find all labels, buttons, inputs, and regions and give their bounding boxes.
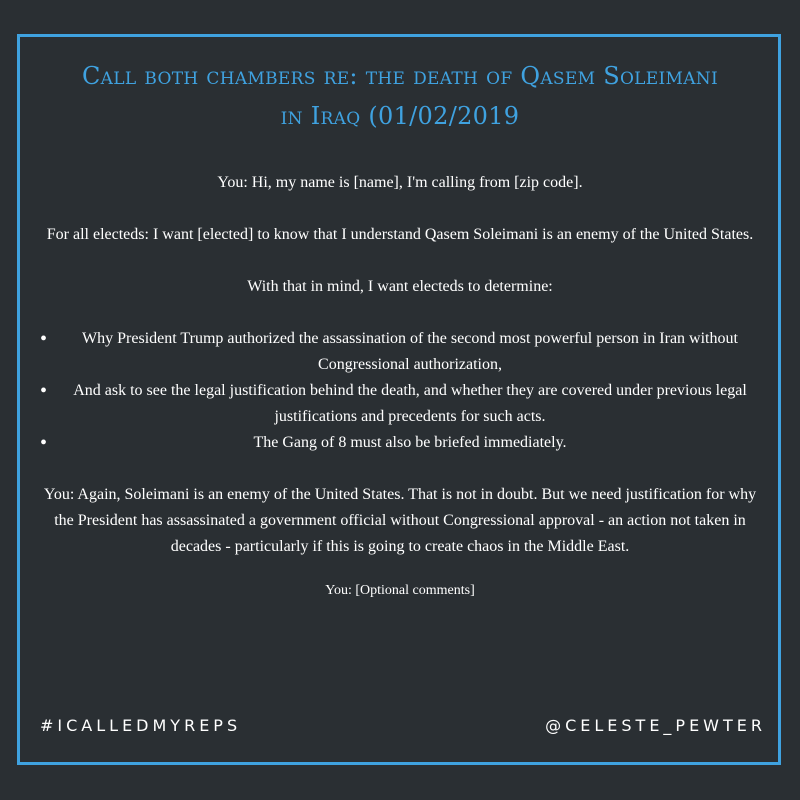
- call-script: [40, 170, 760, 630]
- again-paragraph: You: Again, Soleimani is an enemy of the United States. That is not in doubt. But we need justification for why the President has assassinated a government official without Congressional approval - an action not taken in decades - particularly if this is going to create chaos in the Middle East.: [43, 486, 757, 555]
- intro-line: You: Hi, my name is [name], I'm calling from [zip code].: [217, 174, 583, 191]
- optional-comments: You: [Optional comments]: [325, 583, 475, 598]
- all-electeds-paragraph: For all electeds: I want [elected] to know that I understand Qasem Soleimani is an enemy of the United States.: [46, 226, 754, 243]
- title-line-1: Call both chambers re: the death of Qasem Soleimani: [82, 62, 718, 90]
- list-item: • Why President Trump authorized the assassination of the second most powerful person in Iran without Congressional authorization,: [40, 326, 760, 378]
- demands-list: [40, 326, 760, 456]
- title-line-2: in Iraq (01/02/2019: [280, 102, 520, 130]
- list-item: • And ask to see the legal justification behind the death, and whether they are covered under previous legal justifications and precedents for such acts.: [40, 378, 760, 430]
- twitter-handle: @CELESTE_PEWTER: [545, 716, 766, 735]
- page-title: [20, 56, 780, 136]
- list-item: • The Gang of 8 must also be briefed immediately.: [40, 430, 760, 456]
- with-that-paragraph: With that in mind, I want electeds to determine:: [247, 278, 553, 295]
- hashtag: #ICALLEDMYREPS: [40, 716, 242, 735]
